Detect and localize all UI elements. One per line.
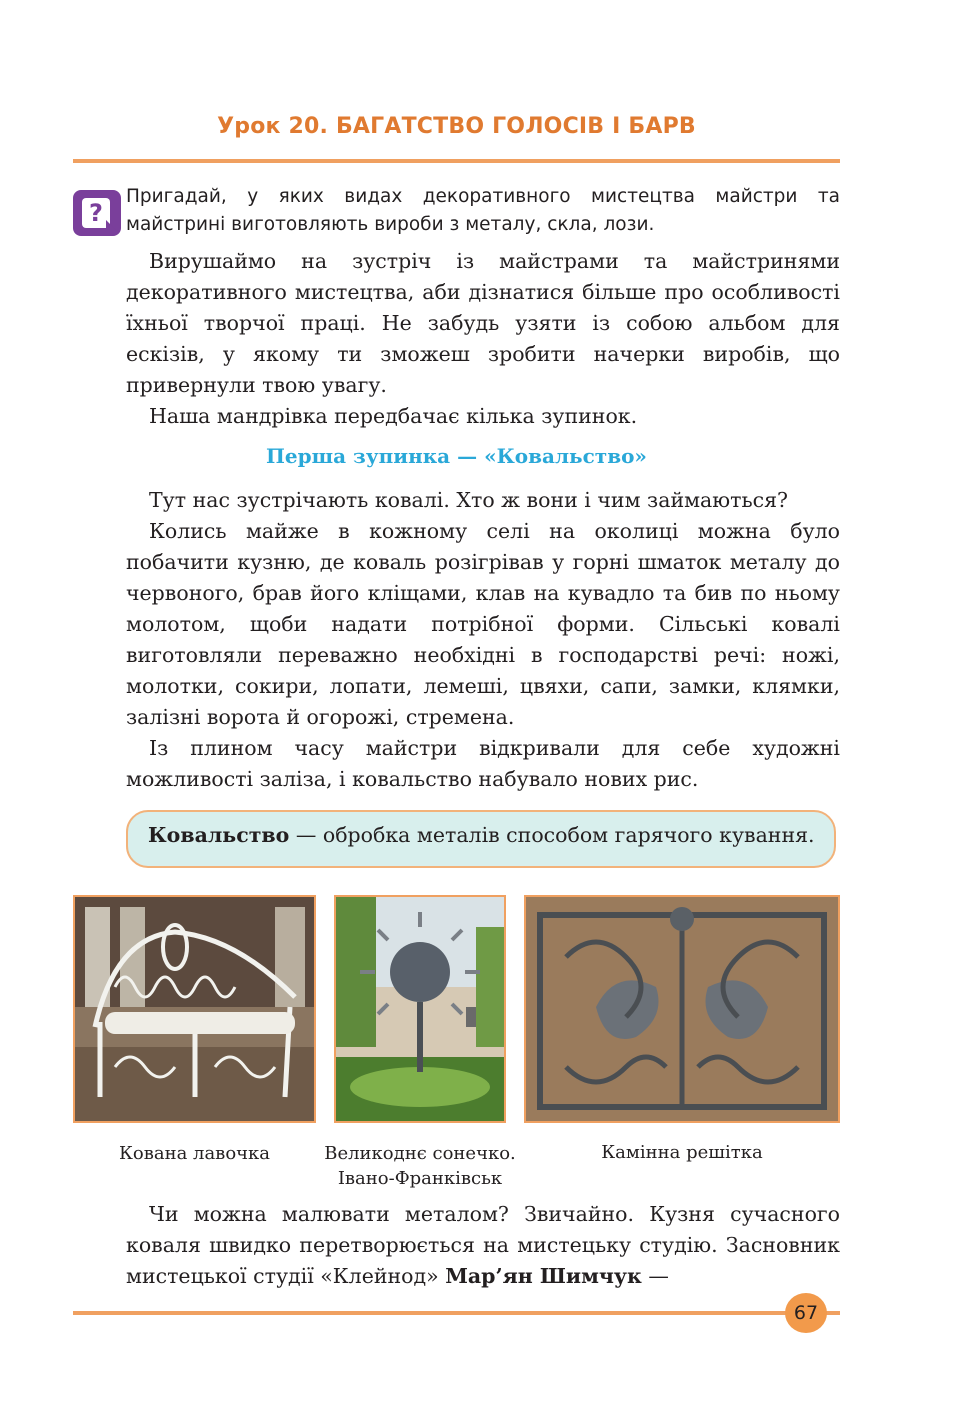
body-paragraphs xyxy=(126,485,840,795)
paragraph: Вирушаймо на зустріч із майстрами та майстринями декоративного мистецтва, аби дізнатися більше про особливості їхньої творчої праці. Не забудь узяти із собою альбом для ескізів, у якому ти зможеш зробити начерки виробів, що привернули твою увагу. xyxy=(126,249,840,397)
intro-paragraphs xyxy=(126,246,840,432)
closing-tail: — xyxy=(641,1264,669,1288)
paragraph: Тут нас зустрічають ковалі. Хто ж вони і чим займаються? xyxy=(149,488,789,512)
paragraph: Із плином часу майстри відкривали для себе художні можливості заліза, і ковальство набувало нових рис. xyxy=(126,736,840,791)
lesson-title: Урок 20. БАГАТСТВО ГОЛОСІВ І БАРВ xyxy=(217,114,696,139)
paragraph: Наша мандрівка передбачає кілька зупинок. xyxy=(149,404,638,428)
definition-text: — обробка металів способом гарячого кування. xyxy=(289,823,815,847)
top-divider xyxy=(73,159,840,163)
definition-term: Ковальство xyxy=(148,823,290,847)
photo-caption: Кована лавочка xyxy=(118,1143,271,1164)
paragraph: Колись майже в кожному селі на околиці можна було побачити кузню, де коваль розігрівав у горні шматок металу до червоного, брав його кліщами, клав на кувадло та бив по ньому молотом, щоби надати потрібної форми. Сільські ковалі виготовляли переважно необхідні в господарстві речі: ножі, молотки, сокири, лопати, лемеші, цвяхи, сапи, замки, клямки, залізні ворота й огорожі, стремена. xyxy=(126,519,840,729)
photo-caption xyxy=(310,1141,530,1191)
definition-box xyxy=(126,810,836,868)
easter-sun-photo xyxy=(334,895,506,1123)
page-number: 67 xyxy=(785,1293,827,1333)
bottom-divider xyxy=(73,1311,840,1315)
section-heading: Перша зупинка — «Ковальство» xyxy=(266,444,647,468)
caption-line: Івано-Франківськ xyxy=(337,1168,503,1189)
caption-line: Великоднє сонечко. xyxy=(324,1143,516,1164)
photo-caption: Камінна решітка xyxy=(601,1142,763,1163)
intro-question: Пригадай, у яких видах декоративного мистецтва майстри та майстрині виготовляють вироби з металу, скла, лози. xyxy=(126,186,840,235)
fireplace-grate-photo xyxy=(524,895,840,1123)
closing-paragraph xyxy=(126,1199,840,1292)
forged-bench-photo xyxy=(73,895,316,1123)
question-icon: ? xyxy=(73,190,121,236)
artist-name: Мар’ян Шимчук xyxy=(445,1264,642,1288)
closing-text: Чи можна малювати металом? Звичайно. Кузня сучасного коваля швидко перетворюється на мистецьку студію. Засновник мистецької студії «Клейнод» xyxy=(126,1202,840,1288)
